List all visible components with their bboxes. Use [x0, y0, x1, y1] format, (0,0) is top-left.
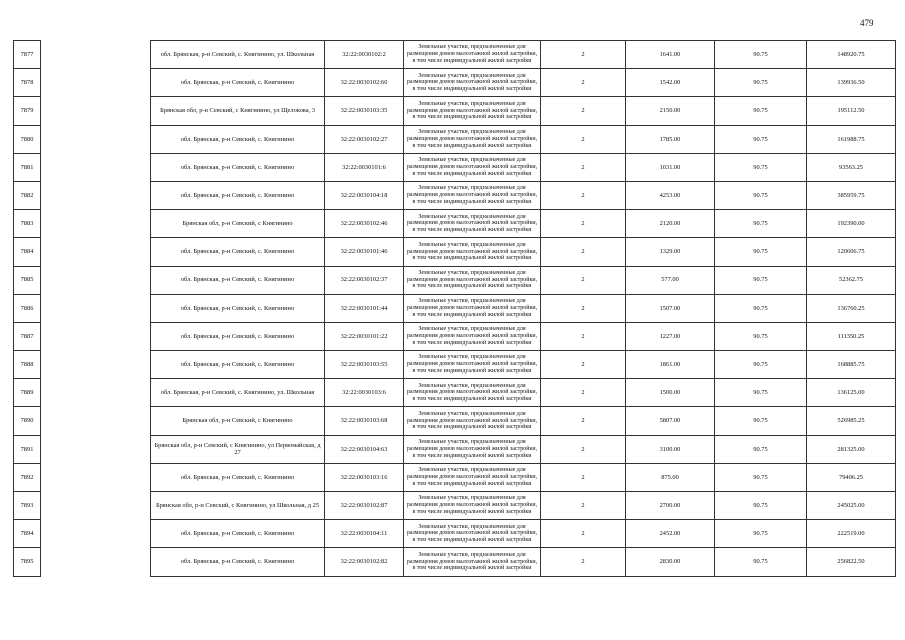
row-number: 7881 — [14, 153, 41, 181]
land-use-cell: Земельные участки, предназначенные для размещения домов малоэтажной жилой застройки, в том числе индивидуальной жилой застройки — [404, 69, 541, 97]
row-number: 7889 — [14, 379, 41, 407]
area-cell: 4253.00 — [626, 181, 715, 209]
row-number: 7884 — [14, 238, 41, 266]
area-cell: 2150.00 — [626, 97, 715, 125]
table-row — [14, 181, 896, 209]
row-number: 7886 — [14, 294, 41, 322]
specific-value-cell: 90.75 — [715, 322, 807, 350]
group-cell: 2 — [541, 41, 626, 69]
row-number: 7890 — [14, 407, 41, 435]
land-use-cell: Земельные участки, предназначенные для размещения домов малоэтажной жилой застройки, в том числе индивидуальной жилой застройки — [404, 435, 541, 463]
group-cell: 2 — [541, 181, 626, 209]
page-number: 479 — [860, 18, 874, 28]
address-cell: обл. Брянская, р-н Севский, с. Княгинино — [151, 463, 325, 491]
group-cell: 2 — [541, 435, 626, 463]
specific-value-cell: 90.75 — [715, 379, 807, 407]
cadastral-number-cell: 32:22:0030102:87 — [325, 492, 404, 520]
cadastral-value-cell: 111350.25 — [807, 322, 896, 350]
row-number: 7879 — [14, 97, 41, 125]
table-row — [14, 351, 896, 379]
row-number: 7891 — [14, 435, 41, 463]
land-use-cell: Земельные участки, предназначенные для размещения домов малоэтажной жилой застройки, в том числе индивидуальной жилой застройки — [404, 322, 541, 350]
cadastral-value-cell: 526985.25 — [807, 407, 896, 435]
area-cell: 3100.00 — [626, 435, 715, 463]
address-cell: обл. Брянская, р-н Севский, с. Княгинино — [151, 322, 325, 350]
group-cell: 2 — [541, 69, 626, 97]
spacer-cell — [41, 41, 151, 69]
row-number: 7893 — [14, 492, 41, 520]
spacer-cell — [41, 266, 151, 294]
land-use-cell: Земельные участки, предназначенные для размещения домов малоэтажной жилой застройки, в том числе индивидуальной жилой застройки — [404, 125, 541, 153]
table-row — [14, 153, 896, 181]
area-cell: 1542.00 — [626, 69, 715, 97]
area-cell: 1507.00 — [626, 294, 715, 322]
group-cell: 2 — [541, 492, 626, 520]
cadastral-value-cell: 120606.75 — [807, 238, 896, 266]
cadastral-number-cell: 32:22:0030104:63 — [325, 435, 404, 463]
table-row — [14, 97, 896, 125]
group-cell: 2 — [541, 97, 626, 125]
area-cell: 1031.00 — [626, 153, 715, 181]
group-cell: 2 — [541, 294, 626, 322]
specific-value-cell: 90.75 — [715, 153, 807, 181]
area-cell: 5807.00 — [626, 407, 715, 435]
spacer-cell — [41, 379, 151, 407]
row-number: 7894 — [14, 520, 41, 548]
area-cell: 2700.00 — [626, 492, 715, 520]
table-row — [14, 435, 896, 463]
address-cell: обл. Брянская, р-н Севский, с. Княгинино — [151, 153, 325, 181]
land-use-cell: Земельные участки, предназначенные для размещения домов малоэтажной жилой застройки, в том числе индивидуальной жилой застройки — [404, 463, 541, 491]
cadastral-value-cell: 139936.50 — [807, 69, 896, 97]
group-cell: 2 — [541, 407, 626, 435]
cadastral-value-table — [13, 40, 896, 577]
spacer-cell — [41, 435, 151, 463]
table-row — [14, 520, 896, 548]
land-use-cell: Земельные участки, предназначенные для размещения домов малоэтажной жилой застройки, в том числе индивидуальной жилой застройки — [404, 238, 541, 266]
table-row — [14, 548, 896, 576]
land-use-cell: Земельные участки, предназначенные для размещения домов малоэтажной жилой застройки, в том числе индивидуальной жилой застройки — [404, 266, 541, 294]
cadastral-number-cell: 32:22:0030104:18 — [325, 181, 404, 209]
cadastral-number-cell: 32:22:0030101:46 — [325, 238, 404, 266]
land-use-cell: Земельные участки, предназначенные для размещения домов малоэтажной жилой застройки, в том числе индивидуальной жилой застройки — [404, 210, 541, 238]
table-row — [14, 379, 896, 407]
area-cell: 1500.00 — [626, 379, 715, 407]
land-use-cell: Земельные участки, предназначенные для размещения домов малоэтажной жилой застройки, в том числе индивидуальной жилой застройки — [404, 153, 541, 181]
cadastral-number-cell: 32:22:0030102:27 — [325, 125, 404, 153]
table-row — [14, 41, 896, 69]
specific-value-cell: 90.75 — [715, 435, 807, 463]
row-number: 7877 — [14, 41, 41, 69]
group-cell: 2 — [541, 238, 626, 266]
land-use-cell: Земельные участки, предназначенные для размещения домов малоэтажной жилой застройки, в том числе индивидуальной жилой застройки — [404, 41, 541, 69]
specific-value-cell: 90.75 — [715, 69, 807, 97]
cadastral-value-cell: 136760.25 — [807, 294, 896, 322]
table-row — [14, 294, 896, 322]
address-cell: Брянская обл, р-н Севский, с Княгинино — [151, 407, 325, 435]
area-cell: 2120.00 — [626, 210, 715, 238]
row-number: 7883 — [14, 210, 41, 238]
table-row — [14, 492, 896, 520]
group-cell: 2 — [541, 463, 626, 491]
cadastral-value-cell: 148920.75 — [807, 41, 896, 69]
specific-value-cell: 90.75 — [715, 41, 807, 69]
group-cell: 2 — [541, 210, 626, 238]
land-use-cell: Земельные участки, предназначенные для размещения домов малоэтажной жилой застройки, в том числе индивидуальной жилой застройки — [404, 181, 541, 209]
area-cell: 577.00 — [626, 266, 715, 294]
specific-value-cell: 90.75 — [715, 294, 807, 322]
area-cell: 1785.00 — [626, 125, 715, 153]
table-row — [14, 266, 896, 294]
address-cell: обл. Брянская, р-н Севский, с. Княгинино, ул. Школьная — [151, 41, 325, 69]
row-number: 7885 — [14, 266, 41, 294]
cadastral-value-cell: 93563.25 — [807, 153, 896, 181]
cadastral-number-cell: 32:22:0030103:55 — [325, 351, 404, 379]
address-cell: Брянская обл, р-н Севский, с Княгинино, ул Школьная, д 25 — [151, 492, 325, 520]
cadastral-value-cell: 245025.00 — [807, 492, 896, 520]
spacer-cell — [41, 322, 151, 350]
specific-value-cell: 90.75 — [715, 548, 807, 576]
group-cell: 2 — [541, 351, 626, 379]
address-cell: обл. Брянская, р-н Севский, с. Княгинино — [151, 238, 325, 266]
area-cell: 2830.00 — [626, 548, 715, 576]
spacer-cell — [41, 238, 151, 266]
land-use-cell: Земельные участки, предназначенные для размещения домов малоэтажной жилой застройки, в том числе индивидуальной жилой застройки — [404, 97, 541, 125]
spacer-cell — [41, 69, 151, 97]
group-cell: 2 — [541, 379, 626, 407]
specific-value-cell: 90.75 — [715, 407, 807, 435]
specific-value-cell: 90.75 — [715, 266, 807, 294]
cadastral-number-cell: 32:22:0030103:35 — [325, 97, 404, 125]
cadastral-number-cell: 32:22:0030101:6 — [325, 153, 404, 181]
spacer-cell — [41, 520, 151, 548]
spacer-cell — [41, 125, 151, 153]
cadastral-number-cell: 32:22:0030102:60 — [325, 69, 404, 97]
cadastral-value-cell: 195112.50 — [807, 97, 896, 125]
cadastral-number-cell: 32:22:0030102:37 — [325, 266, 404, 294]
cadastral-number-cell: 32:22:0030101:22 — [325, 322, 404, 350]
table-row — [14, 238, 896, 266]
cadastral-number-cell: 32:22:0030102:2 — [325, 41, 404, 69]
area-cell: 2452.00 — [626, 520, 715, 548]
land-use-cell: Земельные участки, предназначенные для размещения домов малоэтажной жилой застройки, в том числе индивидуальной жилой застройки — [404, 520, 541, 548]
specific-value-cell: 90.75 — [715, 492, 807, 520]
table-row — [14, 463, 896, 491]
area-cell: 1641.00 — [626, 41, 715, 69]
cadastral-value-cell: 192390.00 — [807, 210, 896, 238]
spacer-cell — [41, 351, 151, 379]
cadastral-number-cell: 32:22:0030103:16 — [325, 463, 404, 491]
group-cell: 2 — [541, 548, 626, 576]
spacer-cell — [41, 97, 151, 125]
spacer-cell — [41, 294, 151, 322]
cadastral-value-cell: 222519.00 — [807, 520, 896, 548]
land-use-cell: Земельные участки, предназначенные для размещения домов малоэтажной жилой застройки, в том числе индивидуальной жилой застройки — [404, 294, 541, 322]
area-cell: 1227.00 — [626, 322, 715, 350]
cadastral-number-cell: 32:22:0030102:82 — [325, 548, 404, 576]
land-use-cell: Земельные участки, предназначенные для размещения домов малоэтажной жилой застройки, в том числе индивидуальной жилой застройки — [404, 379, 541, 407]
spacer-cell — [41, 210, 151, 238]
address-cell: обл. Брянская, р-н Севский, с. Княгинино — [151, 520, 325, 548]
specific-value-cell: 90.75 — [715, 351, 807, 379]
table-body — [14, 41, 896, 577]
specific-value-cell: 90.75 — [715, 238, 807, 266]
cadastral-value-cell: 161988.75 — [807, 125, 896, 153]
cadastral-value-cell: 79406.25 — [807, 463, 896, 491]
row-number: 7878 — [14, 69, 41, 97]
row-number: 7887 — [14, 322, 41, 350]
address-cell: обл. Брянская, р-н Севский, с. Княгинино — [151, 69, 325, 97]
land-use-cell: Земельные участки, предназначенные для размещения домов малоэтажной жилой застройки, в том числе индивидуальной жилой застройки — [404, 407, 541, 435]
cadastral-value-cell: 281325.00 — [807, 435, 896, 463]
spacer-cell — [41, 181, 151, 209]
cadastral-value-cell: 256822.50 — [807, 548, 896, 576]
specific-value-cell: 90.75 — [715, 520, 807, 548]
specific-value-cell: 90.75 — [715, 463, 807, 491]
address-cell: обл. Брянская, р-н Севский, с. Княгинино — [151, 351, 325, 379]
land-use-cell: Земельные участки, предназначенные для размещения домов малоэтажной жилой застройки, в том числе индивидуальной жилой застройки — [404, 548, 541, 576]
cadastral-number-cell: 32:22:0030102:46 — [325, 210, 404, 238]
spacer-cell — [41, 463, 151, 491]
row-number: 7895 — [14, 548, 41, 576]
cadastral-number-cell: 32:22:0030103:6 — [325, 379, 404, 407]
specific-value-cell: 90.75 — [715, 181, 807, 209]
land-use-cell: Земельные участки, предназначенные для размещения домов малоэтажной жилой застройки, в том числе индивидуальной жилой застройки — [404, 492, 541, 520]
table-row — [14, 407, 896, 435]
spacer-cell — [41, 407, 151, 435]
address-cell: обл. Брянская, р-н Севский, с. Княгинино — [151, 266, 325, 294]
group-cell: 2 — [541, 322, 626, 350]
area-cell: 1861.00 — [626, 351, 715, 379]
address-cell: Брянская обл, р-н Севский, с Княгинино, ул Щелокова, 3 — [151, 97, 325, 125]
cadastral-number-cell: 32:22:0030104:11 — [325, 520, 404, 548]
group-cell: 2 — [541, 125, 626, 153]
cadastral-number-cell: 32:22:0030103:68 — [325, 407, 404, 435]
table-row — [14, 125, 896, 153]
specific-value-cell: 90.75 — [715, 210, 807, 238]
table-row — [14, 69, 896, 97]
address-cell: Брянская обл, р-н Севский, с Княгинино — [151, 210, 325, 238]
spacer-cell — [41, 492, 151, 520]
spacer-cell — [41, 548, 151, 576]
specific-value-cell: 90.75 — [715, 125, 807, 153]
land-use-cell: Земельные участки, предназначенные для размещения домов малоэтажной жилой застройки, в том числе индивидуальной жилой застройки — [404, 351, 541, 379]
row-number: 7892 — [14, 463, 41, 491]
cadastral-value-cell: 136125.00 — [807, 379, 896, 407]
specific-value-cell: 90.75 — [715, 97, 807, 125]
group-cell: 2 — [541, 153, 626, 181]
address-cell: обл. Брянская, р-н Севский, с. Княгинино — [151, 181, 325, 209]
address-cell: обл. Брянская, р-н Севский, с. Княгинино, ул. Школьная — [151, 379, 325, 407]
row-number: 7882 — [14, 181, 41, 209]
row-number: 7888 — [14, 351, 41, 379]
cadastral-value-cell: 385959.75 — [807, 181, 896, 209]
area-cell: 875.00 — [626, 463, 715, 491]
address-cell: обл. Брянская, р-н Севский, с. Княгинино — [151, 548, 325, 576]
address-cell: Брянская обл, р-н Севский, с Княгинино, ул Первомайская, д 27 — [151, 435, 325, 463]
row-number: 7880 — [14, 125, 41, 153]
table-row — [14, 322, 896, 350]
table-row — [14, 210, 896, 238]
spacer-cell — [41, 153, 151, 181]
cadastral-number-cell: 32:22:0030101:44 — [325, 294, 404, 322]
cadastral-value-cell: 168885.75 — [807, 351, 896, 379]
cadastral-value-cell: 52362.75 — [807, 266, 896, 294]
address-cell: обл. Брянская, р-н Севский, с. Княгинино — [151, 125, 325, 153]
group-cell: 2 — [541, 266, 626, 294]
address-cell: обл. Брянская, р-н Севский, с. Княгинино — [151, 294, 325, 322]
group-cell: 2 — [541, 520, 626, 548]
area-cell: 1329.00 — [626, 238, 715, 266]
